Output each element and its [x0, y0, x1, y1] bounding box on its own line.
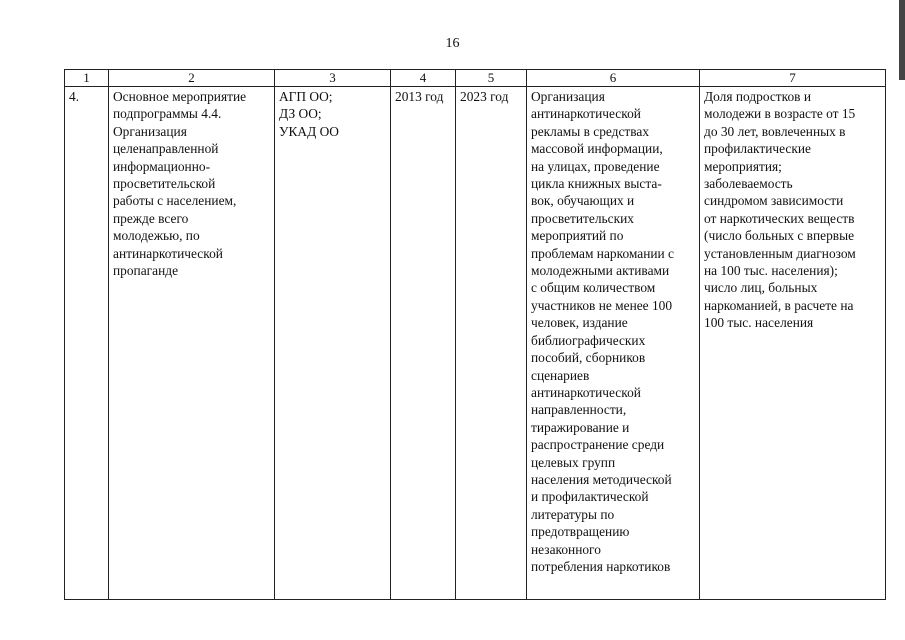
cell-line: антинаркотической [531, 384, 641, 400]
header-cell: 6 [527, 70, 700, 87]
cell-line: целенаправленной [113, 141, 219, 157]
cell-line: библиографических [531, 332, 646, 348]
cell-line: на улицах, проведение [531, 158, 660, 174]
cell-line: установленным диагнозом [704, 245, 856, 261]
cell-line: незаконного [531, 541, 601, 557]
cell-line: работы с населением, [113, 193, 237, 209]
cell-line: на 100 тыс. населения); [704, 263, 838, 279]
cell-line: наркоманией, в расчете на [704, 297, 854, 313]
page-number: 16 [445, 36, 460, 51]
cell-line: участников не менее 100 [531, 297, 673, 313]
cell-line: тиражирование и [531, 419, 630, 435]
cell-line: Организация [531, 89, 605, 104]
cell-line: информационно- [113, 158, 211, 174]
cell-line: просветительской [113, 176, 216, 192]
header-cell: 7 [700, 70, 886, 87]
header-cell: 4 [391, 70, 456, 87]
cell-line: число лиц, больных [704, 280, 818, 296]
end-year: 2023 год [456, 87, 527, 600]
cell-line: литературы по [531, 506, 615, 522]
cell-line: рекламы в средствах [531, 123, 650, 139]
cell-line: предотвращению [531, 524, 630, 540]
cell-line: цикла книжных выста- [531, 176, 662, 192]
cell-line: синдромом зависимости [704, 193, 844, 209]
cell-line: массовой информации, [531, 141, 663, 157]
cell-line: распространение среди [531, 437, 665, 453]
cell-line: мероприятий по [531, 228, 624, 244]
measures-table [64, 69, 886, 600]
cell-line: УКАД ОО [279, 123, 339, 139]
page-edge-shadow [899, 0, 905, 80]
cell-line: проблемам наркомании с [531, 245, 674, 261]
header-cell: 5 [456, 70, 527, 87]
cell-line: пособий, сборников [531, 350, 646, 366]
cell-line: профилактические [704, 141, 811, 157]
cell-line: с общим количеством [531, 280, 656, 296]
indicators-cell [700, 87, 886, 600]
cell-line: от наркотических веществ [704, 210, 855, 226]
cell-line: до 30 лет, вовлеченных в [704, 123, 846, 139]
cell-line: ДЗ ОО; [279, 106, 322, 122]
cell-line: молодежью, по [113, 228, 200, 244]
header-row [65, 70, 886, 87]
header-cell: 1 [65, 70, 109, 87]
cell-line: антинаркотической [531, 106, 641, 122]
cell-line: пропаганде [113, 263, 179, 279]
cell-line: АГП ОО; [279, 89, 333, 104]
cell-line: направленности, [531, 402, 627, 418]
table-row [65, 87, 886, 600]
cell-line: подпрограммы 4.4. [113, 106, 222, 122]
cell-line: (число больных с впервые [704, 228, 855, 244]
cell-line: человек, издание [531, 315, 628, 331]
executors-cell [275, 87, 391, 600]
cell-line: населения методической [531, 471, 672, 487]
cell-line: мероприятия; [704, 158, 782, 174]
cell-line: Основное мероприятие [113, 89, 247, 104]
cell-line: Доля подростков и [704, 89, 812, 104]
cell-line: заболеваемость [704, 176, 793, 192]
cell-line: прежде всего [113, 210, 189, 226]
header-cell: 2 [109, 70, 275, 87]
cell-line: 100 тыс. населения [704, 315, 814, 331]
cell-line: целевых групп [531, 454, 616, 470]
cell-line: и профилактической [531, 489, 649, 505]
cell-line: молодежными активами [531, 263, 670, 279]
cell-line: потребления наркотиков [531, 558, 671, 574]
cell-line: Организация [113, 123, 187, 139]
cell-line: сценариев [531, 367, 590, 383]
cell-line: антинаркотической [113, 245, 223, 261]
header-cell: 3 [275, 70, 391, 87]
cell-line: просветительских [531, 210, 634, 226]
cell-line: молодежи в возрасте от 15 [704, 106, 856, 122]
cell-line: вок, обучающих и [531, 193, 635, 209]
start-year: 2013 год [391, 87, 456, 600]
content-cell [527, 87, 700, 600]
row-number: 4. [65, 87, 109, 600]
measure-cell [109, 87, 275, 600]
